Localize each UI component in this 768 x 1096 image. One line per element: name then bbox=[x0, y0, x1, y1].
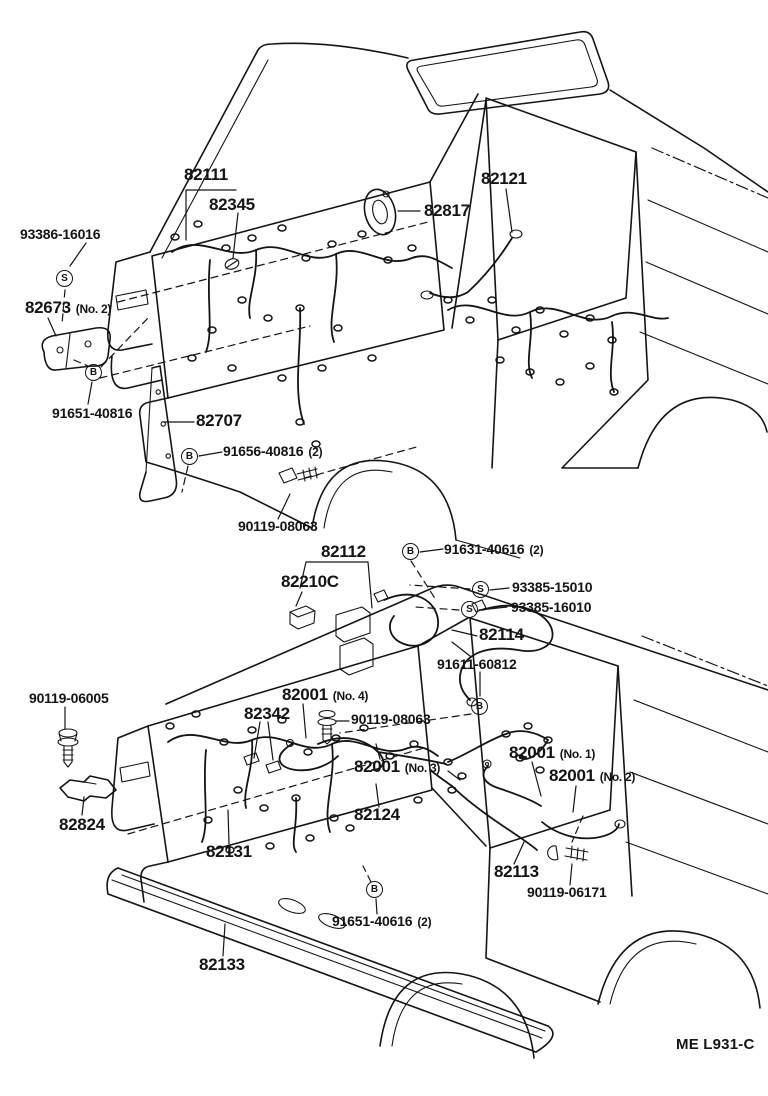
circled-b-symbol: B bbox=[402, 543, 419, 560]
bracket-82707-icon bbox=[140, 366, 177, 502]
part-label: 82124 bbox=[354, 805, 400, 824]
part-label: 90119-06171 bbox=[527, 884, 607, 900]
part-label: 82111 bbox=[184, 165, 228, 184]
part-label: 93386-16016 bbox=[20, 226, 101, 242]
clip-82345-icon bbox=[224, 257, 241, 271]
upper-leader-lines bbox=[48, 189, 512, 519]
part-label: 82113 bbox=[494, 862, 539, 881]
bracket-82824-icon bbox=[60, 776, 116, 801]
part-label: 91631-40616 (2) bbox=[444, 541, 544, 557]
part-label: 90119-06005 bbox=[29, 690, 109, 706]
part-label: 90119-08063 bbox=[351, 711, 431, 727]
part-label: 93385-15010 bbox=[512, 579, 593, 595]
bracket-82673-icon bbox=[42, 328, 110, 370]
circled-s-symbol: S bbox=[461, 601, 478, 618]
part-label: 91656-40816 (2) bbox=[223, 443, 323, 459]
circled-s-symbol: S bbox=[472, 581, 489, 598]
part-label: 82112 bbox=[321, 542, 366, 561]
bolt-90119-08063-upper-icon bbox=[279, 467, 318, 483]
part-label: 82114 bbox=[479, 625, 524, 644]
cable-91631-icon bbox=[374, 590, 438, 646]
circled-s-symbol: S bbox=[56, 270, 73, 287]
part-label: 82673 (No. 2) bbox=[25, 298, 112, 317]
part-label: 82001 (No. 2) bbox=[549, 766, 636, 785]
part-label: 82001 (No. 1) bbox=[509, 743, 596, 762]
part-label: 82121 bbox=[481, 169, 527, 188]
part-label: 82342 bbox=[244, 704, 290, 723]
upper-wiring-harness bbox=[171, 221, 668, 447]
part-label: 82131 bbox=[206, 842, 252, 861]
bolt-90119-06171-icon bbox=[548, 846, 588, 861]
part-label: 82345 bbox=[209, 195, 255, 214]
part-label: 82001 (No. 3) bbox=[354, 757, 441, 776]
grommet-82817-icon bbox=[360, 186, 400, 238]
bolt-90119-06005-icon bbox=[58, 729, 78, 767]
part-label: 82817 bbox=[424, 201, 470, 220]
part-label: 82133 bbox=[199, 955, 245, 974]
part-label: 91651-40616 (2) bbox=[332, 913, 432, 929]
circled-b-symbol: B bbox=[471, 698, 488, 715]
circled-b-symbol: B bbox=[366, 881, 383, 898]
relay-82210c-icon bbox=[290, 606, 315, 629]
circled-b-symbol: B bbox=[181, 448, 198, 465]
part-label: 82001 (No. 4) bbox=[282, 685, 369, 704]
part-label: 82707 bbox=[196, 411, 242, 430]
part-label: 82824 bbox=[59, 815, 105, 834]
drawing-code: ME L931-C bbox=[676, 1036, 755, 1053]
part-label: 93385-16010 bbox=[511, 599, 592, 615]
part-label: 90119-08063 bbox=[238, 518, 318, 534]
circled-b-symbol: B bbox=[85, 364, 102, 381]
part-label: 91611-60812 bbox=[437, 656, 517, 672]
part-label: 91651-40816 bbox=[52, 405, 133, 421]
part-label: 82210C bbox=[281, 572, 339, 591]
